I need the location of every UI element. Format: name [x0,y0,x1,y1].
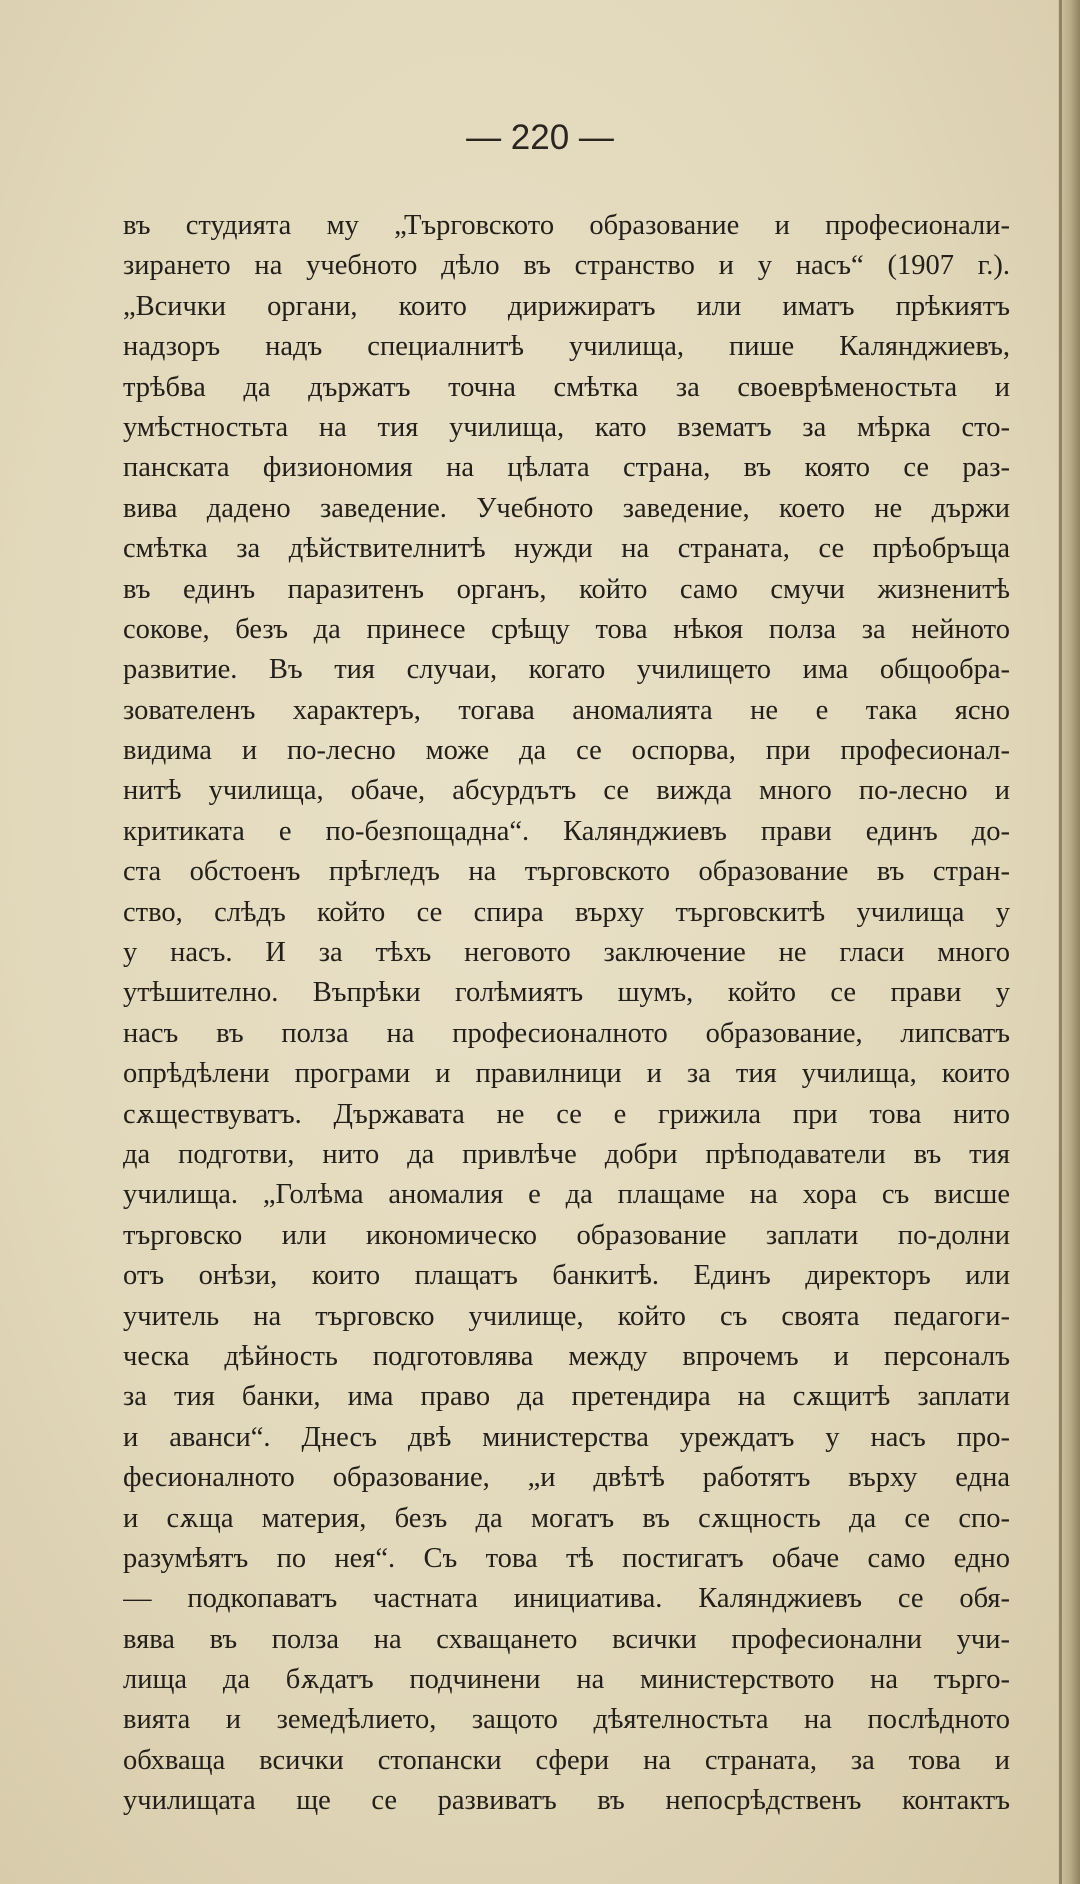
text-line: ство, слѣдъ който се спира върху търговскитѣ училища у [123,896,1010,928]
text-line: „Всички органи, които дирижиратъ или иматъ прѣкиятъ [123,290,1010,322]
text-line: разумѣятъ по нея“. Съ това тѣ постигатъ обаче само едно [123,1542,1010,1574]
text-line: вява въ полза на схващането всички професионални учи- [123,1623,1010,1655]
text-line: зирането на учебното дѣло въ странство и у насъ“ (1907 г.). [123,250,1010,282]
text-line: зователенъ характеръ, тогава аномалията не е така ясно [123,694,1010,726]
text-line: лища да бѫдатъ подчинени на министерството на търго- [123,1664,1010,1696]
text-line: утѣшително. Въпрѣки голѣмиятъ шумъ, който се прави у [123,977,1010,1009]
text-line: обхваща всички стопански сфери на страната, за това и [123,1744,1010,1776]
text-line: умѣстностьта на тия училища, като взематъ за мѣрка сто- [123,411,1010,443]
text-line: фесионалното образование, „и двѣтѣ работятъ върху една [123,1462,1010,1494]
text-line: въ единъ паразитенъ органъ, който само смучи жизненитѣ [123,573,1010,605]
body-text [123,206,1010,1822]
text-line: — подкопаватъ частната инициатива. Калянджиевъ се обя- [123,1583,1010,1615]
text-line: ста обстоенъ прѣгледъ на търговското образование въ стран- [123,856,1010,888]
page-number: — 220 — [466,118,614,157]
text-line: трѣбва да държатъ точна смѣтка за своеврѣменостьта и [123,371,1010,403]
text-line: смѣтка за дѣйствителнитѣ нужди на страната, се прѣобръща [123,533,1010,565]
text-line: насъ въ полза на професионалното образование, липсватъ [123,1017,1010,1049]
text-line: отъ онѣзи, които плащатъ банкитѣ. Единъ директоръ или [123,1260,1010,1292]
text-line: вията и земедѣлието, защото дѣятелностьта на послѣдното [123,1704,1010,1736]
text-line: панската физиономия на цѣлата страна, въ която се раз- [123,452,1010,484]
text-line: у насъ. И за тѣхъ неговото заключение не гласи много [123,937,1010,969]
text-line: опрѣдѣлени програми и правилници и за тия училища, които [123,1058,1010,1090]
text-line: и сѫща материя, безъ да могатъ въ сѫщность да се спо- [123,1502,1010,1534]
text-line: нитѣ училища, обаче, абсурдътъ се вижда много по-лесно и [123,775,1010,807]
text-line: да подготви, нито да привлѣче добри прѣподаватели въ тия [123,1138,1010,1170]
text-line: училищата ще се развиватъ въ непосрѣдственъ контактъ [123,1785,1010,1817]
text-line: учитель на търговско училище, който съ своята педагоги- [123,1300,1010,1332]
text-line: сѫществуватъ. Държавата не се е грижила при това нито [123,1098,1010,1130]
text-line: ческа дѣйность подготовлява между впрочемъ и персоналъ [123,1340,1010,1372]
text-line: и аванси“. Днесъ двѣ министерства уреждатъ у насъ про- [123,1421,1010,1453]
text-line: търговско или икономическо образование заплати по-долни [123,1219,1010,1251]
text-line: развитие. Въ тия случаи, когато училището има общообра- [123,654,1010,686]
text-line: училища. „Голѣма аномалия е да плащаме на хора съ висше [123,1179,1010,1211]
binding-line [1059,0,1062,1884]
text-line: за тия банки, има право да претендира на сѫщитѣ заплати [123,1381,1010,1413]
text-line: видима и по-лесно може да се оспорва, при професионал- [123,735,1010,767]
text-line: вива дадено заведение. Учебното заведение, което не държи [123,492,1010,524]
text-line: критиката е по-безпощадна“. Калянджиевъ прави единъ до- [123,815,1010,847]
text-line: надзоръ надъ специалнитѣ училища, пише Калянджиевъ, [123,331,1010,363]
text-line: въ студията му „Търговското образование и професионали- [123,210,1010,241]
text-line: сокове, безъ да принесе срѣщу това нѣкоя полза за нейното [123,613,1010,645]
